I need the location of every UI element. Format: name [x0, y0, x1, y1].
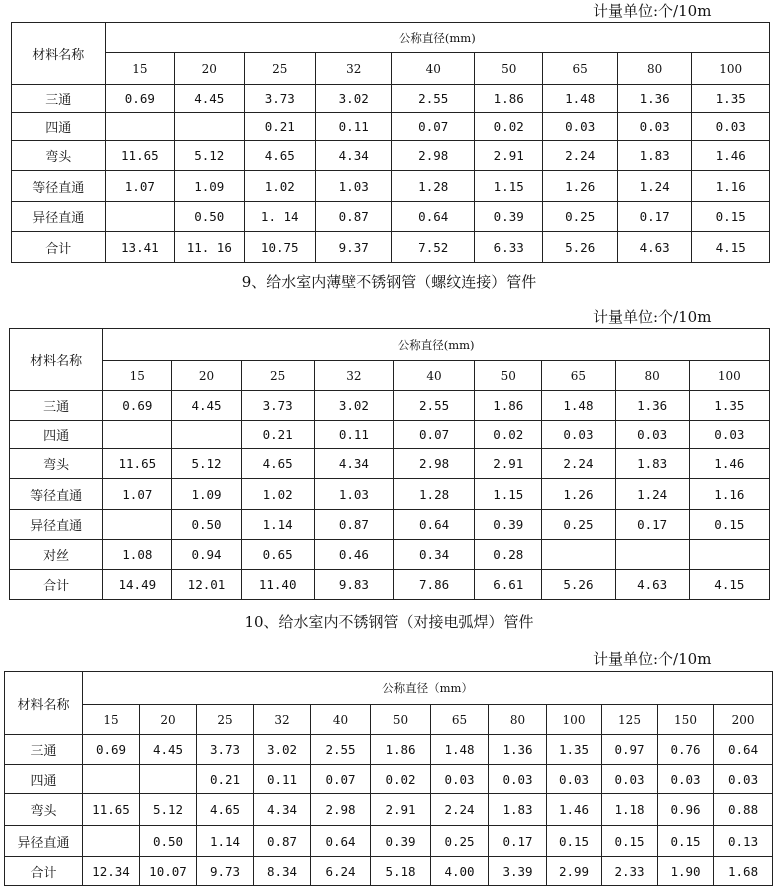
table-cell: 0.64 [393, 510, 474, 540]
table-cell: 0.11 [314, 421, 393, 449]
column-header: 50 [475, 53, 543, 85]
table-cell: 2.24 [431, 794, 489, 826]
table-cell: 0.02 [475, 421, 542, 449]
table-cell: 6.24 [311, 857, 371, 886]
table-cell: 0.03 [714, 765, 773, 794]
table-cell: 11. 16 [175, 232, 244, 263]
table-cell [175, 113, 244, 141]
table-cell: 1.36 [617, 85, 691, 113]
table-cell: 11.40 [241, 570, 314, 600]
table-cell: 0.15 [689, 510, 769, 540]
table-cell: 4.63 [615, 570, 689, 600]
table-cell [105, 113, 174, 141]
table-cell: 1.15 [475, 479, 542, 510]
table-cell [542, 540, 615, 570]
column-header: 80 [615, 361, 689, 391]
table-cell: 0.15 [547, 826, 602, 857]
column-header: 20 [172, 361, 241, 391]
table-cell: 1.46 [547, 794, 602, 826]
table-cell [103, 421, 172, 449]
table-cell: 0.25 [543, 202, 617, 232]
fittings-table [4, 671, 773, 886]
column-header: 100 [689, 361, 769, 391]
table-cell: 1.36 [489, 735, 547, 765]
table-cell: 0.39 [371, 826, 431, 857]
diameter-group-header: 公称直径(mm) [103, 329, 770, 361]
table-cell: 0.65 [241, 540, 314, 570]
table-cell: 0.25 [431, 826, 489, 857]
table-cell: 10.07 [140, 857, 197, 886]
table-cell: 6.61 [475, 570, 542, 600]
table-cell: 0.97 [602, 735, 658, 765]
table-cell: 11.65 [103, 449, 172, 479]
corner-header: 材料名称 [12, 23, 106, 85]
column-header: 20 [175, 53, 244, 85]
table-cell: 5.26 [543, 232, 617, 263]
fittings-table [9, 328, 770, 600]
table-cell: 3.73 [244, 85, 315, 113]
table-cell: 0.64 [311, 826, 371, 857]
table-cell: 4.45 [140, 735, 197, 765]
table-cell: 0.15 [692, 202, 770, 232]
table-cell: 1.09 [172, 479, 241, 510]
corner-header: 材料名称 [5, 672, 83, 735]
column-header: 65 [431, 705, 489, 735]
table-cell: 0.03 [543, 113, 617, 141]
table-row [12, 202, 770, 232]
row-label: 三通 [12, 85, 106, 113]
column-header: 25 [241, 361, 314, 391]
table-cell: 0.03 [689, 421, 769, 449]
column-header: 25 [197, 705, 254, 735]
table-cell: 3.73 [197, 735, 254, 765]
column-header: 20 [140, 705, 197, 735]
row-label: 四通 [10, 421, 103, 449]
column-header: 200 [714, 705, 773, 735]
table-cell: 2.99 [547, 857, 602, 886]
table-cell: 2.98 [311, 794, 371, 826]
table-cell: 0.03 [617, 113, 691, 141]
table-cell: 3.39 [489, 857, 547, 886]
table-cell: 5.12 [140, 794, 197, 826]
table-caption: 9、给水室内薄壁不锈钢管（螺纹连接）管件 [241, 273, 537, 291]
table-cell: 0.76 [658, 735, 714, 765]
table-cell: 0.50 [175, 202, 244, 232]
table-cell: 10.75 [244, 232, 315, 263]
table-row [12, 85, 770, 113]
table-cell: 0.34 [393, 540, 474, 570]
row-label: 等径直通 [10, 479, 103, 510]
row-label: 异径直通 [5, 826, 83, 857]
table-cell: 1.14 [241, 510, 314, 540]
table-cell: 1.14 [197, 826, 254, 857]
table-cell: 1.86 [475, 391, 542, 421]
table-row [12, 113, 770, 141]
row-label: 合计 [5, 857, 83, 886]
row-label: 弯头 [12, 141, 106, 171]
table-cell: 1.07 [105, 171, 174, 202]
table-cell: 0.28 [475, 540, 542, 570]
table-cell: 0.17 [617, 202, 691, 232]
table-cell: 0.03 [602, 765, 658, 794]
table-cell: 1.08 [103, 540, 172, 570]
table-cell: 5.18 [371, 857, 431, 886]
column-header: 40 [311, 705, 371, 735]
fittings-table [11, 22, 770, 263]
table-cell: 4.34 [314, 449, 393, 479]
table-cell: 4.34 [315, 141, 392, 171]
table-cell: 1.26 [543, 171, 617, 202]
table-cell: 3.73 [241, 391, 314, 421]
table-cell: 1.46 [692, 141, 770, 171]
table-row [5, 765, 773, 794]
table-cell: 1.18 [602, 794, 658, 826]
table-cell: 1.48 [542, 391, 615, 421]
row-label: 三通 [10, 391, 103, 421]
table-cell: 0.15 [602, 826, 658, 857]
table-cell: 1.26 [542, 479, 615, 510]
table-cell: 0.03 [547, 765, 602, 794]
table-cell: 1.03 [314, 479, 393, 510]
row-label: 弯头 [10, 449, 103, 479]
table-cell: 14.49 [103, 570, 172, 600]
table-cell: 1.46 [689, 449, 769, 479]
table-caption: 10、给水室内不锈钢管（对接电弧焊）管件 [244, 613, 534, 631]
table-cell: 0.46 [314, 540, 393, 570]
table-cell: 8.34 [254, 857, 311, 886]
unit-label: 计量单位:个/10m [593, 308, 712, 326]
table-cell: 1.16 [689, 479, 769, 510]
table-cell [689, 540, 769, 570]
table-cell: 0.15 [658, 826, 714, 857]
table-cell: 0.87 [315, 202, 392, 232]
table-cell: 1.35 [547, 735, 602, 765]
table-cell: 3.02 [314, 391, 393, 421]
table-row [12, 141, 770, 171]
table-cell: 0.03 [431, 765, 489, 794]
table-cell: 0.03 [542, 421, 615, 449]
table-cell: 3.02 [254, 735, 311, 765]
row-label: 异径直通 [12, 202, 106, 232]
table-cell: 5.12 [175, 141, 244, 171]
diameter-group-header: 公称直径(mm) [105, 23, 769, 53]
column-header: 32 [254, 705, 311, 735]
table-cell: 1.83 [615, 449, 689, 479]
table-cell: 0.03 [658, 765, 714, 794]
table-cell: 2.98 [392, 141, 475, 171]
table-cell: 9.73 [197, 857, 254, 886]
table-cell: 4.45 [175, 85, 244, 113]
table-cell: 0.21 [241, 421, 314, 449]
column-header: 50 [475, 361, 542, 391]
table-cell: 4.34 [254, 794, 311, 826]
table-cell: 1.86 [475, 85, 543, 113]
table-cell: 4.63 [617, 232, 691, 263]
table-cell: 1.24 [617, 171, 691, 202]
table-cell: 4.65 [197, 794, 254, 826]
table-row [5, 857, 773, 886]
table-cell: 11.65 [105, 141, 174, 171]
table-cell: 0.88 [714, 794, 773, 826]
table-cell: 1.09 [175, 171, 244, 202]
column-header: 80 [617, 53, 691, 85]
row-label: 弯头 [5, 794, 83, 826]
unit-label: 计量单位:个/10m [593, 650, 712, 668]
column-header: 15 [103, 361, 172, 391]
table-cell: 1.35 [689, 391, 769, 421]
table-cell: 1.02 [241, 479, 314, 510]
table-cell [83, 826, 140, 857]
table-cell: 1.48 [543, 85, 617, 113]
table-cell: 2.33 [602, 857, 658, 886]
column-header: 65 [542, 361, 615, 391]
table-cell: 0.39 [475, 202, 543, 232]
table-cell: 1.48 [431, 735, 489, 765]
row-label: 三通 [5, 735, 83, 765]
table-cell: 0.17 [489, 826, 547, 857]
table-cell: 2.55 [311, 735, 371, 765]
table-cell: 1.28 [393, 479, 474, 510]
table-cell: 1.68 [714, 857, 773, 886]
table-cell: 2.24 [543, 141, 617, 171]
column-header: 15 [105, 53, 174, 85]
row-label: 四通 [5, 765, 83, 794]
table-cell: 2.55 [392, 85, 475, 113]
table-cell: 0.21 [244, 113, 315, 141]
table-cell: 1.16 [692, 171, 770, 202]
table-cell: 0.03 [692, 113, 770, 141]
table-cell: 0.39 [475, 510, 542, 540]
table-cell: 2.91 [475, 449, 542, 479]
table-row [10, 479, 770, 510]
table-row [12, 232, 770, 263]
table-cell: 0.02 [371, 765, 431, 794]
table-cell: 7.52 [392, 232, 475, 263]
row-label: 等径直通 [12, 171, 106, 202]
column-header: 32 [315, 53, 392, 85]
table-row [10, 449, 770, 479]
table-cell: 4.00 [431, 857, 489, 886]
table-row [10, 540, 770, 570]
table-cell: 4.45 [172, 391, 241, 421]
table-cell: 0.50 [140, 826, 197, 857]
table-cell: 1.36 [615, 391, 689, 421]
table-cell [615, 540, 689, 570]
table-cell: 9.37 [315, 232, 392, 263]
table-cell: 2.91 [475, 141, 543, 171]
corner-header: 材料名称 [10, 329, 103, 391]
table-cell: 0.69 [103, 391, 172, 421]
unit-label: 计量单位:个/10m [593, 2, 712, 20]
table-cell: 11.65 [83, 794, 140, 826]
table-cell: 0.13 [714, 826, 773, 857]
table-row [10, 570, 770, 600]
table-cell: 4.65 [241, 449, 314, 479]
table-cell: 0.17 [615, 510, 689, 540]
table-cell: 9.83 [314, 570, 393, 600]
row-label: 四通 [12, 113, 106, 141]
table-cell: 2.55 [393, 391, 474, 421]
table-cell: 0.69 [105, 85, 174, 113]
table-cell: 4.15 [689, 570, 769, 600]
table-cell: 4.15 [692, 232, 770, 263]
table-cell: 1.28 [392, 171, 475, 202]
column-header: 25 [244, 53, 315, 85]
table-cell: 2.24 [542, 449, 615, 479]
column-header: 32 [314, 361, 393, 391]
table-cell: 1.83 [489, 794, 547, 826]
table-cell: 0.64 [392, 202, 475, 232]
table-cell: 0.02 [475, 113, 543, 141]
table-cell [103, 510, 172, 540]
table-cell: 1.35 [692, 85, 770, 113]
table-row [12, 171, 770, 202]
row-label: 合计 [10, 570, 103, 600]
table-cell: 0.69 [83, 735, 140, 765]
table-cell: 1.02 [244, 171, 315, 202]
table-cell: 3.02 [315, 85, 392, 113]
table-cell: 5.12 [172, 449, 241, 479]
row-label: 对丝 [10, 540, 103, 570]
table-cell: 4.65 [244, 141, 315, 171]
column-header: 125 [602, 705, 658, 735]
table-cell: 0.07 [392, 113, 475, 141]
table-cell: 1.90 [658, 857, 714, 886]
table-row [10, 421, 770, 449]
column-header: 80 [489, 705, 547, 735]
table-cell: 5.26 [542, 570, 615, 600]
table-cell: 0.07 [311, 765, 371, 794]
table-cell [105, 202, 174, 232]
table-cell: 1.83 [617, 141, 691, 171]
table-cell: 1. 14 [244, 202, 315, 232]
table-cell: 12.01 [172, 570, 241, 600]
table-cell: 0.25 [542, 510, 615, 540]
column-header: 100 [692, 53, 770, 85]
table-cell: 1.03 [315, 171, 392, 202]
table-cell: 1.07 [103, 479, 172, 510]
column-header: 40 [393, 361, 474, 391]
table-cell: 2.98 [393, 449, 474, 479]
table-row [10, 391, 770, 421]
table-cell: 0.03 [489, 765, 547, 794]
row-label: 异径直通 [10, 510, 103, 540]
row-label: 合计 [12, 232, 106, 263]
table-cell: 0.11 [254, 765, 311, 794]
table-cell: 6.33 [475, 232, 543, 263]
table-cell: 0.21 [197, 765, 254, 794]
table-cell: 13.41 [105, 232, 174, 263]
table-cell: 0.03 [615, 421, 689, 449]
table-cell: 7.86 [393, 570, 474, 600]
table-row [5, 735, 773, 765]
table-cell: 1.86 [371, 735, 431, 765]
column-header: 15 [83, 705, 140, 735]
table-cell: 0.50 [172, 510, 241, 540]
table-cell [140, 765, 197, 794]
table-cell: 1.24 [615, 479, 689, 510]
table-cell: 0.11 [315, 113, 392, 141]
table-cell: 0.07 [393, 421, 474, 449]
table-cell: 0.64 [714, 735, 773, 765]
column-header: 40 [392, 53, 475, 85]
table-row [10, 510, 770, 540]
table-cell: 12.34 [83, 857, 140, 886]
table-cell [172, 421, 241, 449]
table-row [5, 826, 773, 857]
table-row [5, 794, 773, 826]
table-cell: 0.87 [254, 826, 311, 857]
column-header: 150 [658, 705, 714, 735]
column-header: 65 [543, 53, 617, 85]
diameter-group-header: 公称直径（mm） [83, 672, 773, 705]
table-cell: 2.91 [371, 794, 431, 826]
column-header: 100 [547, 705, 602, 735]
table-cell: 0.87 [314, 510, 393, 540]
table-cell: 1.15 [475, 171, 543, 202]
table-cell [83, 765, 140, 794]
table-cell: 0.94 [172, 540, 241, 570]
table-cell: 0.96 [658, 794, 714, 826]
column-header: 50 [371, 705, 431, 735]
